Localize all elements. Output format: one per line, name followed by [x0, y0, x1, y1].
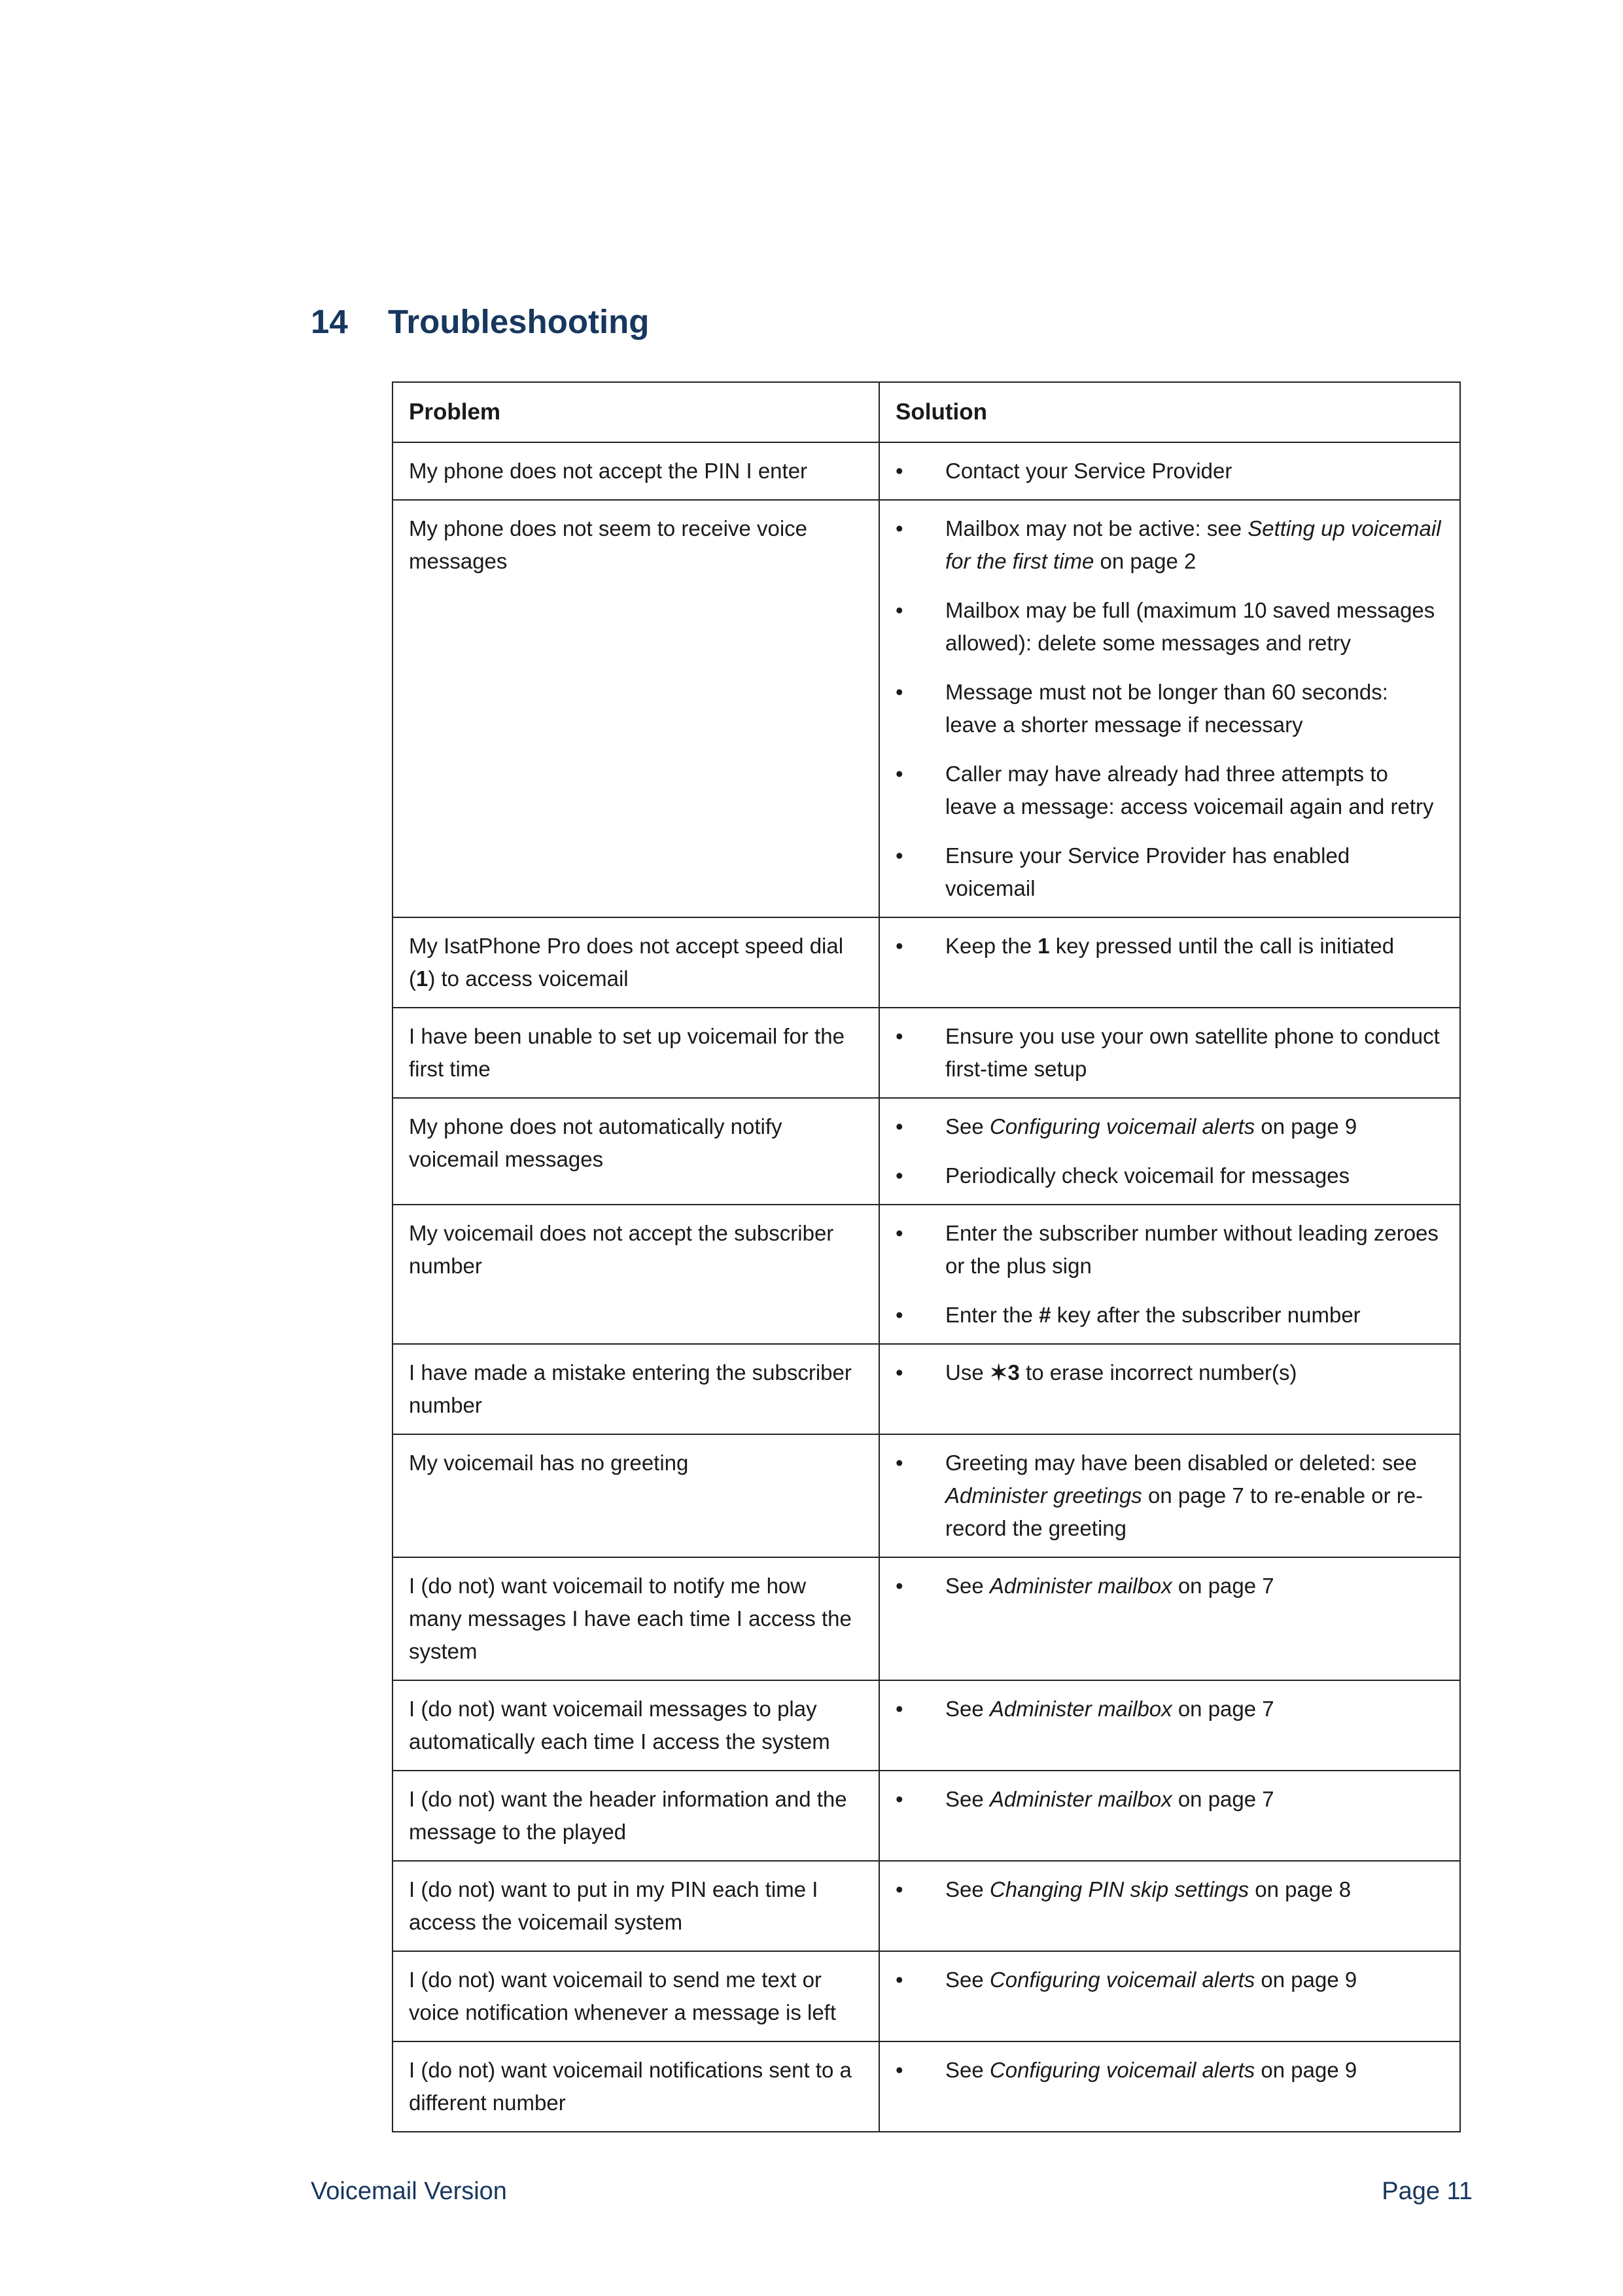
solution-list: [896, 1964, 1444, 1996]
text-run: My IsatPhone Pro does not accept speed dial (: [409, 934, 844, 991]
solution-cell: [879, 2041, 1460, 2132]
table-row: [393, 917, 1460, 1008]
solution-cell: [879, 1680, 1460, 1771]
solution-cell: [879, 500, 1460, 917]
footer-page-number: Page 11: [1382, 2178, 1473, 2205]
cross-reference-text: Administer mailbox: [989, 1787, 1172, 1811]
text-run: on page 7: [1172, 1574, 1274, 1598]
solution-item: [896, 1159, 1444, 1192]
solution-item: [896, 839, 1444, 905]
cross-reference-text: Setting up voicemail for the first time: [945, 516, 1441, 573]
solution-cell: [879, 1008, 1460, 1098]
text-run: Ensure you use your own satellite phone to conduct first-time setup: [945, 1024, 1440, 1081]
table-row: [393, 2041, 1460, 2132]
solution-item: [896, 1873, 1444, 1906]
table-row: [393, 1861, 1460, 1951]
key-text: 1: [1038, 934, 1050, 958]
solution-cell: [879, 1861, 1460, 1951]
table-row: [393, 1680, 1460, 1771]
solution-cell: [879, 1344, 1460, 1434]
solution-item: [896, 1783, 1444, 1816]
text-run: Contact your Service Provider: [945, 459, 1232, 483]
text-run: on page 9: [1255, 2058, 1357, 2082]
solution-cell: [879, 1205, 1460, 1344]
solution-cell: [879, 1771, 1460, 1861]
cross-reference-text: Configuring voicemail alerts: [989, 2058, 1255, 2082]
solution-item: [896, 2054, 1444, 2087]
solution-list: [896, 1110, 1444, 1192]
text-run: Mailbox may be full (maximum 10 saved messages allowed): delete some messages and retry: [945, 598, 1435, 655]
solution-list: [896, 1020, 1444, 1086]
text-run: on page 9: [1255, 1968, 1357, 1992]
solution-list: [896, 1356, 1444, 1389]
table-body: [393, 442, 1460, 2132]
table-row: [393, 1557, 1460, 1680]
text-run: Enter the: [945, 1303, 1039, 1327]
text-run: See: [945, 1114, 990, 1139]
solution-list: [896, 2054, 1444, 2087]
solution-cell: [879, 1098, 1460, 1205]
problem-cell: [393, 917, 879, 1008]
text-run: to erase incorrect number(s): [1019, 1360, 1297, 1385]
solution-list: [896, 455, 1444, 487]
footer-document-title: Voicemail Version: [311, 2178, 507, 2205]
solution-item: [896, 676, 1444, 741]
cross-reference-text: Administer greetings: [945, 1483, 1142, 1508]
key-text: 1: [416, 966, 428, 991]
troubleshooting-table: [392, 381, 1461, 2132]
text-run: Caller may have already had three attempts to leave a message: access voicemail again and retry: [945, 762, 1434, 819]
text-run: key pressed until the call is initiated: [1049, 934, 1395, 958]
solution-list: [896, 1873, 1444, 1906]
text-run: Message must not be longer than 60 seconds: leave a shorter message if necessary: [945, 680, 1388, 737]
solution-cell: [879, 917, 1460, 1008]
problem-cell: My voicemail has no greeting: [393, 1434, 879, 1557]
solution-item: [896, 1356, 1444, 1389]
text-run: Keep the: [945, 934, 1038, 958]
text-run: Ensure your Service Provider has enabled voicemail: [945, 843, 1350, 900]
text-run: See: [945, 1877, 990, 1901]
table-row: [393, 1771, 1460, 1861]
problem-cell: My phone does not automatically notify voicemail messages: [393, 1098, 879, 1205]
text-run: key after the subscriber number: [1051, 1303, 1361, 1327]
table-row: [393, 1434, 1460, 1557]
problem-cell: My phone does not accept the PIN I enter: [393, 442, 879, 500]
cross-reference-text: Administer mailbox: [989, 1697, 1172, 1721]
problem-cell: I (do not) want the header information and the message to the played: [393, 1771, 879, 1861]
solution-list: [896, 1570, 1444, 1602]
problem-cell: I (do not) want voicemail notifications sent to a different number: [393, 2041, 879, 2132]
solution-list: [896, 1783, 1444, 1816]
solution-item: [896, 594, 1444, 660]
key-text: #: [1039, 1303, 1051, 1327]
problem-cell: I (do not) want voicemail to send me text or voice notification whenever a message is left: [393, 1951, 879, 2041]
solution-item: [896, 1299, 1444, 1332]
cross-reference-text: Changing PIN skip settings: [989, 1877, 1249, 1901]
solution-item: [896, 930, 1444, 963]
text-run: See: [945, 1787, 990, 1811]
section-heading: [311, 302, 649, 341]
text-run: See: [945, 1697, 990, 1721]
solution-item: [896, 1447, 1444, 1545]
text-run: See: [945, 2058, 990, 2082]
text-run: on page 8: [1249, 1877, 1352, 1901]
solution-list: [896, 1447, 1444, 1545]
table-row: [393, 442, 1460, 500]
text-run: Periodically check voicemail for messages: [945, 1163, 1350, 1188]
table-row: [393, 1008, 1460, 1098]
problem-cell: I have been unable to set up voicemail for the first time: [393, 1008, 879, 1098]
table-header-row: [393, 382, 1460, 442]
solution-list: [896, 512, 1444, 905]
text-run: Mailbox may not be active: see: [945, 516, 1248, 540]
solution-column-header: Solution: [879, 382, 1460, 442]
problem-cell: I have made a mistake entering the subscriber number: [393, 1344, 879, 1434]
problem-cell: My phone does not seem to receive voice messages: [393, 500, 879, 917]
table-row: [393, 1951, 1460, 2041]
solution-item: [896, 1693, 1444, 1725]
solution-item: [896, 512, 1444, 578]
solution-item: [896, 455, 1444, 487]
problem-cell: I (do not) want to put in my PIN each time I access the voicemail system: [393, 1861, 879, 1951]
solution-list: [896, 1693, 1444, 1725]
table-row: [393, 1344, 1460, 1434]
solution-item: [896, 1110, 1444, 1143]
text-run: on page 7 to re-enable or re-record the greeting: [945, 1483, 1423, 1540]
solution-list: [896, 930, 1444, 963]
table-row: [393, 500, 1460, 917]
solution-item: [896, 1570, 1444, 1602]
solution-cell: [879, 1951, 1460, 2041]
text-run: on page 9: [1255, 1114, 1357, 1139]
cross-reference-text: Administer mailbox: [989, 1574, 1172, 1598]
key-text: ✶3: [989, 1360, 1020, 1385]
text-run: Greeting may have been disabled or deleted: see: [945, 1451, 1417, 1475]
solution-cell: [879, 1434, 1460, 1557]
text-run: on page 7: [1172, 1697, 1274, 1721]
cross-reference-text: Configuring voicemail alerts: [989, 1114, 1255, 1139]
solution-item: [896, 1964, 1444, 1996]
solution-list: [896, 1217, 1444, 1332]
solution-item: [896, 758, 1444, 823]
problem-column-header: Problem: [393, 382, 879, 442]
text-run: Use: [945, 1360, 990, 1385]
solution-item: [896, 1217, 1444, 1282]
solution-cell: [879, 1557, 1460, 1680]
text-run: See: [945, 1968, 990, 1992]
section-title: Troubleshooting: [388, 303, 650, 340]
text-run: See: [945, 1574, 990, 1598]
text-run: ) to access voicemail: [428, 966, 629, 991]
table-row: [393, 1205, 1460, 1344]
cross-reference-text: Configuring voicemail alerts: [989, 1968, 1255, 1992]
text-run: on page 7: [1172, 1787, 1274, 1811]
solution-cell: [879, 442, 1460, 500]
table-row: [393, 1098, 1460, 1205]
section-number: 14: [311, 303, 348, 340]
problem-cell: I (do not) want voicemail to notify me how many messages I have each time I access the system: [393, 1557, 879, 1680]
problem-cell: My voicemail does not accept the subscriber number: [393, 1205, 879, 1344]
problem-cell: I (do not) want voicemail messages to play automatically each time I access the system: [393, 1680, 879, 1771]
text-run: Enter the subscriber number without leading zeroes or the plus sign: [945, 1221, 1439, 1278]
solution-item: [896, 1020, 1444, 1086]
text-run: on page 2: [1094, 549, 1196, 573]
